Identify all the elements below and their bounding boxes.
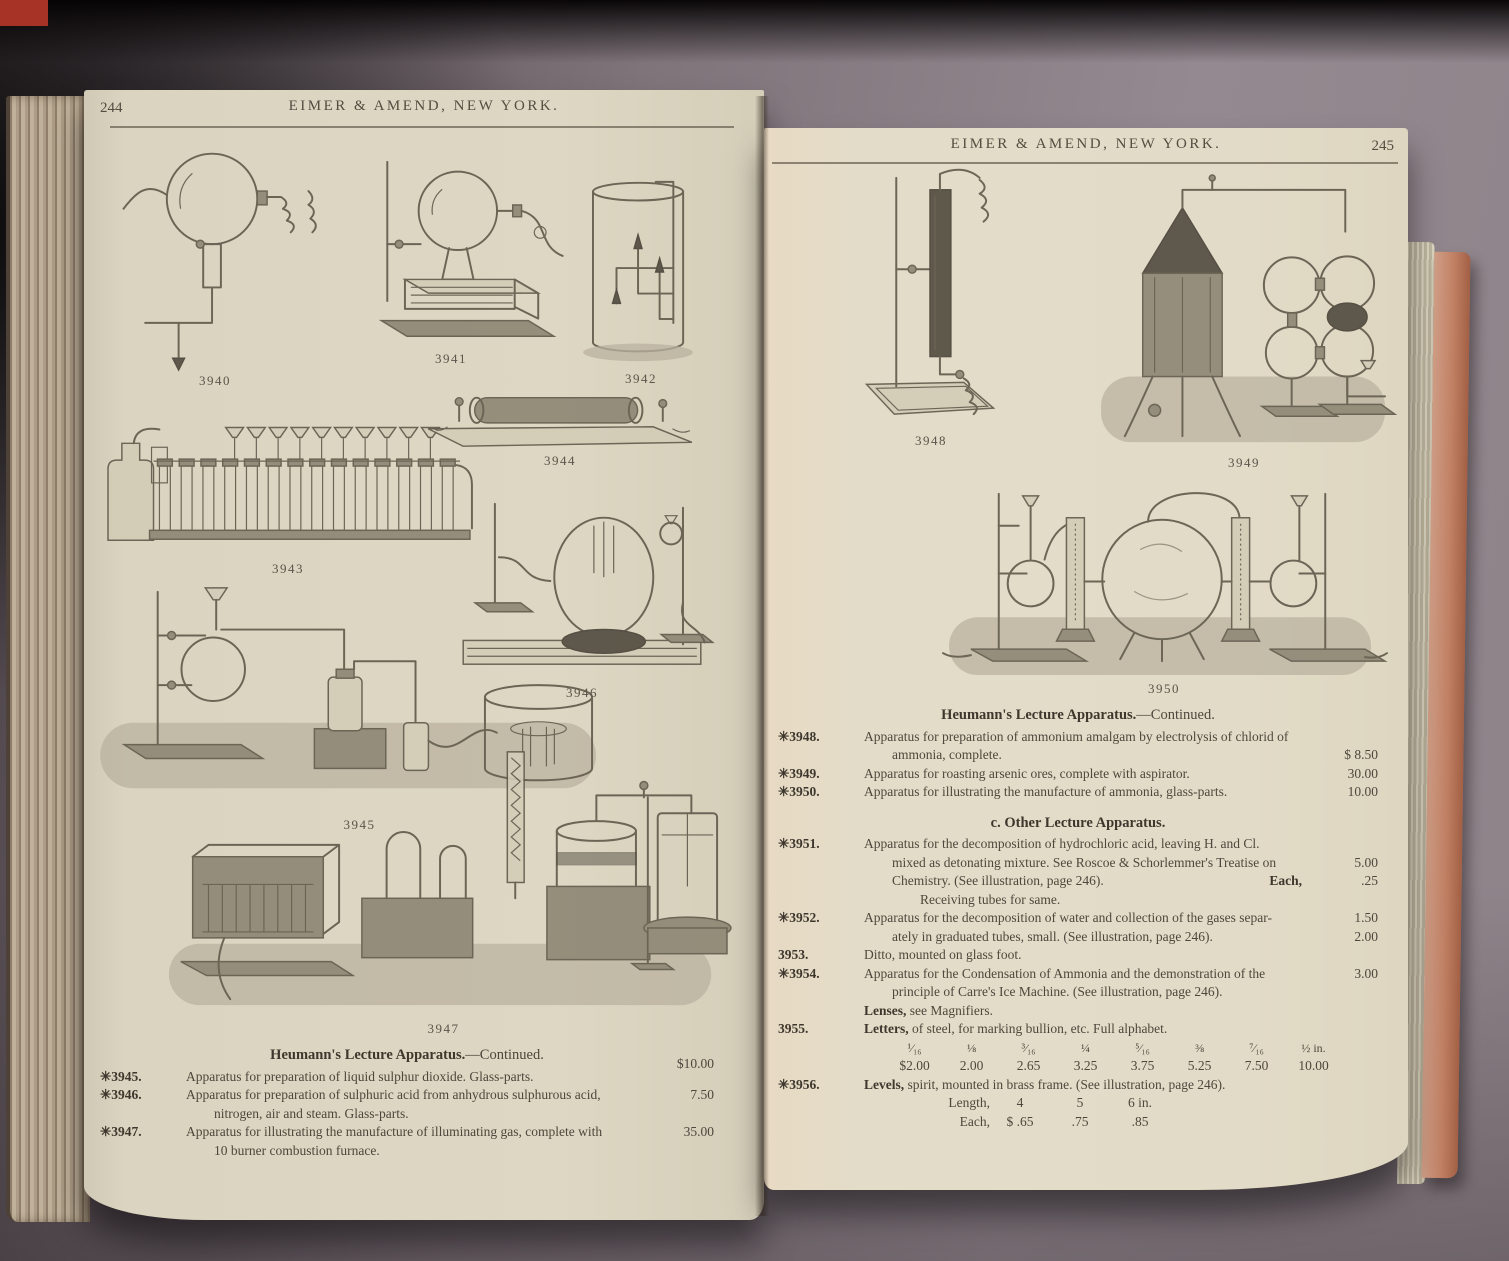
item-number: ✳3948.	[778, 728, 820, 744]
levels-length-row	[918, 1094, 1378, 1113]
section-title: Heumann's Lecture Apparatus.	[941, 707, 1137, 723]
section-heading	[778, 814, 1378, 833]
figure-3948	[856, 164, 1006, 449]
size-value: ⅜	[1195, 1040, 1204, 1055]
price-value: $ .65	[1006, 1113, 1034, 1129]
catalog-row	[778, 765, 1378, 784]
figure-caption: 3947	[427, 1021, 460, 1036]
letter-sizes-row	[886, 1039, 1378, 1058]
size-value: ½ in.	[1301, 1040, 1326, 1055]
item-number: ✳3946.	[100, 1087, 142, 1102]
page-244-header	[84, 98, 764, 138]
size-value: ⁷⁄₁₆	[1249, 1040, 1264, 1055]
item-price: 7.50	[690, 1087, 714, 1102]
figure-3948-illustration	[856, 164, 1006, 432]
item-text: see Magnifiers.	[906, 1002, 993, 1018]
catalog-row	[100, 1105, 714, 1124]
figure-caption: 3948	[915, 433, 947, 448]
price-value: .75	[1071, 1113, 1089, 1129]
catalog-row	[778, 854, 1378, 873]
page-244	[84, 90, 764, 1220]
item-number: ✳3952.	[778, 910, 820, 925]
section-title: c. Other Lecture Apparatus.	[990, 814, 1166, 831]
figure-caption: 3950	[1148, 681, 1180, 696]
item-price: 10.00	[1347, 784, 1378, 799]
figure-caption: 3943	[272, 561, 304, 576]
catalog-row	[778, 946, 1378, 965]
item-number: 3955.	[778, 1021, 809, 1036]
figure-3940	[100, 136, 330, 389]
figure-caption: 3942	[625, 371, 657, 386]
catalog-row	[778, 783, 1378, 802]
item-number: ✳3950.	[778, 784, 820, 799]
item-text: Apparatus for roasting arsenic ores, complete with aspirator.	[864, 765, 1190, 781]
item-number: ✳3949.	[778, 765, 820, 781]
figure-3949	[1094, 174, 1394, 471]
size-value: ¼	[1081, 1040, 1090, 1055]
header-rule	[110, 126, 734, 128]
price-value: 2.65	[1016, 1058, 1041, 1073]
catalog-row	[778, 872, 1378, 891]
item-text: 10 burner combustion furnace.	[214, 1142, 380, 1158]
item-text: Apparatus for the decomposition of water and collection of the gases separ-	[864, 910, 1272, 925]
item-price: 2.00	[1354, 928, 1378, 944]
item-lead: Levels,	[864, 1076, 905, 1092]
price: $10.00	[676, 1056, 714, 1071]
catalog-listing-245	[778, 706, 1378, 1131]
item-text: Apparatus for the Condensation of Ammonia and the demonstration of the	[864, 965, 1266, 981]
item-price: 1.50	[1354, 910, 1378, 925]
item-number: ✳3956.	[778, 1076, 820, 1092]
running-head: EIMER & AMEND, NEW YORK.	[950, 136, 1222, 152]
catalog-row	[778, 728, 1378, 747]
section-title-tail: —Continued.	[1136, 707, 1215, 723]
size-value: ¹⁄₁₆	[907, 1040, 922, 1055]
item-text: ammonia, complete.	[892, 747, 1002, 762]
item-price: 30.00	[1347, 765, 1378, 781]
catalog-row	[778, 983, 1378, 1002]
row-label: Each,	[959, 1113, 990, 1129]
item-text: Chemistry. (See illustration, page 246).	[892, 873, 1104, 888]
letter-prices-row	[886, 1057, 1378, 1076]
left-page-stack-edge	[6, 96, 90, 1222]
catalog-row	[100, 1142, 714, 1161]
figure-3942	[576, 174, 706, 387]
item-text: principle of Carre's Ice Machine. (See illustration, page 246).	[892, 984, 1223, 999]
price-value: 5.25	[1187, 1058, 1212, 1073]
page-number: 244	[100, 100, 123, 116]
figure-caption: 3940	[199, 373, 231, 388]
figure-3950	[934, 466, 1394, 697]
catalog-row	[778, 1002, 1378, 1021]
price-label: Each,	[1269, 873, 1302, 888]
catalog-row	[100, 1086, 714, 1105]
item-text: Apparatus for preparation of sulphuric acid from anhydrous sulphurous acid,	[186, 1087, 601, 1102]
figure-3940-illustration	[100, 136, 330, 372]
length-value: 6 in.	[1127, 1095, 1152, 1110]
item-text: spirit, mounted in brass frame. (See illustration, page 246).	[904, 1076, 1226, 1092]
red-cover-bottom-edge	[1088, 1237, 1509, 1253]
figure-3947-illustration	[156, 738, 731, 1020]
item-number: ✳3951.	[778, 836, 820, 851]
item-price: .25	[1361, 873, 1378, 888]
item-text: nitrogen, air and steam. Glass-parts.	[214, 1105, 409, 1121]
item-text: Ditto, mounted on glass foot.	[864, 947, 1022, 962]
price-value: 7.50	[1244, 1058, 1269, 1073]
size-value: ⁵⁄₁₆	[1135, 1040, 1150, 1055]
page-number: 245	[1371, 138, 1394, 154]
item-price: 3.00	[1354, 965, 1378, 981]
figure-3941	[346, 154, 556, 367]
figure-caption: 3949	[1228, 455, 1260, 470]
figure-3950-illustration	[934, 466, 1394, 680]
catalog-row	[778, 965, 1378, 984]
price-value: .85	[1131, 1113, 1149, 1129]
item-lead: Letters,	[864, 1021, 909, 1036]
figure-caption: 3946	[566, 685, 598, 700]
price-value: 3.25	[1073, 1058, 1098, 1073]
item-text: mixed as detonating mixture. See Roscoe & Schorlemmer's Treatise on	[892, 854, 1277, 870]
item-number: 3953.	[778, 947, 809, 962]
running-head: EIMER & AMEND, NEW YORK.	[288, 98, 560, 114]
length-value: 5	[1076, 1095, 1084, 1110]
catalog-row	[100, 1123, 714, 1142]
catalog-row	[778, 891, 1378, 910]
item-text: Receiving tubes for same.	[920, 891, 1061, 907]
size-value: ⅛	[967, 1040, 976, 1055]
item-lead: Lenses,	[864, 1002, 907, 1018]
size-value: ³⁄₁₆	[1021, 1040, 1036, 1055]
catalog-row	[778, 1076, 1378, 1095]
catalog-row	[100, 1068, 714, 1087]
red-cover-corner	[0, 0, 48, 26]
item-text: Apparatus for preparation of ammonium amalgam by electrolysis of chlorid of	[864, 728, 1289, 744]
length-value: 4	[1016, 1095, 1024, 1110]
price-value: $2.00	[899, 1058, 930, 1073]
item-number: ✳3947.	[100, 1124, 142, 1139]
item-price: $ 8.50	[1344, 747, 1378, 762]
figure-3947	[156, 738, 731, 1037]
figure-3944-illustration	[414, 388, 706, 452]
section-heading	[778, 706, 1378, 725]
price-value: 2.00	[959, 1058, 984, 1073]
item-text: ately in graduated tubes, small. (See illustration, page 246).	[892, 928, 1213, 944]
catalog-row	[778, 1020, 1378, 1039]
item-text: Apparatus for illustrating the manufacture of ammonia, glass-parts.	[864, 784, 1228, 799]
catalog-row	[778, 746, 1378, 765]
item-price: 35.00	[683, 1124, 714, 1139]
price-value: 3.75	[1130, 1058, 1155, 1073]
item-price: 5.00	[1354, 854, 1378, 870]
item-text: Apparatus for illustrating the manufacture of illuminating gas, complete with	[186, 1124, 603, 1139]
section-title: Heumann's Lecture Apparatus.	[270, 1047, 466, 1063]
catalog-row	[778, 928, 1378, 947]
price-value: 10.00	[1298, 1058, 1329, 1073]
figure-3944	[414, 388, 706, 469]
section-heading	[100, 1046, 714, 1071]
figure-3949-illustration	[1094, 174, 1394, 454]
book-gutter-shadow	[755, 96, 769, 1216]
page-245	[764, 128, 1408, 1190]
catalog-row	[778, 835, 1378, 854]
figure-3941-illustration	[346, 154, 556, 350]
figure-3942-illustration	[576, 174, 706, 370]
section-title-tail: —Continued.	[465, 1047, 544, 1063]
figure-caption: 3944	[544, 453, 576, 468]
item-number: ✳3954.	[778, 965, 820, 981]
figure-caption: 3945	[343, 817, 376, 832]
item-number: ✳3945.	[100, 1068, 142, 1084]
item-text: Apparatus for the decomposition of hydrochloric acid, leaving H. and Cl.	[864, 836, 1260, 851]
item-text: Apparatus for preparation of liquid sulphur dioxide. Glass-parts.	[186, 1068, 534, 1084]
row-label: Length,	[948, 1095, 990, 1110]
levels-price-row	[918, 1113, 1378, 1132]
figure-caption: 3941	[435, 351, 467, 366]
catalog-row	[778, 909, 1378, 928]
catalog-listing-244	[100, 1046, 714, 1160]
item-text: of steel, for marking bullion, etc. Full alphabet.	[908, 1021, 1168, 1036]
